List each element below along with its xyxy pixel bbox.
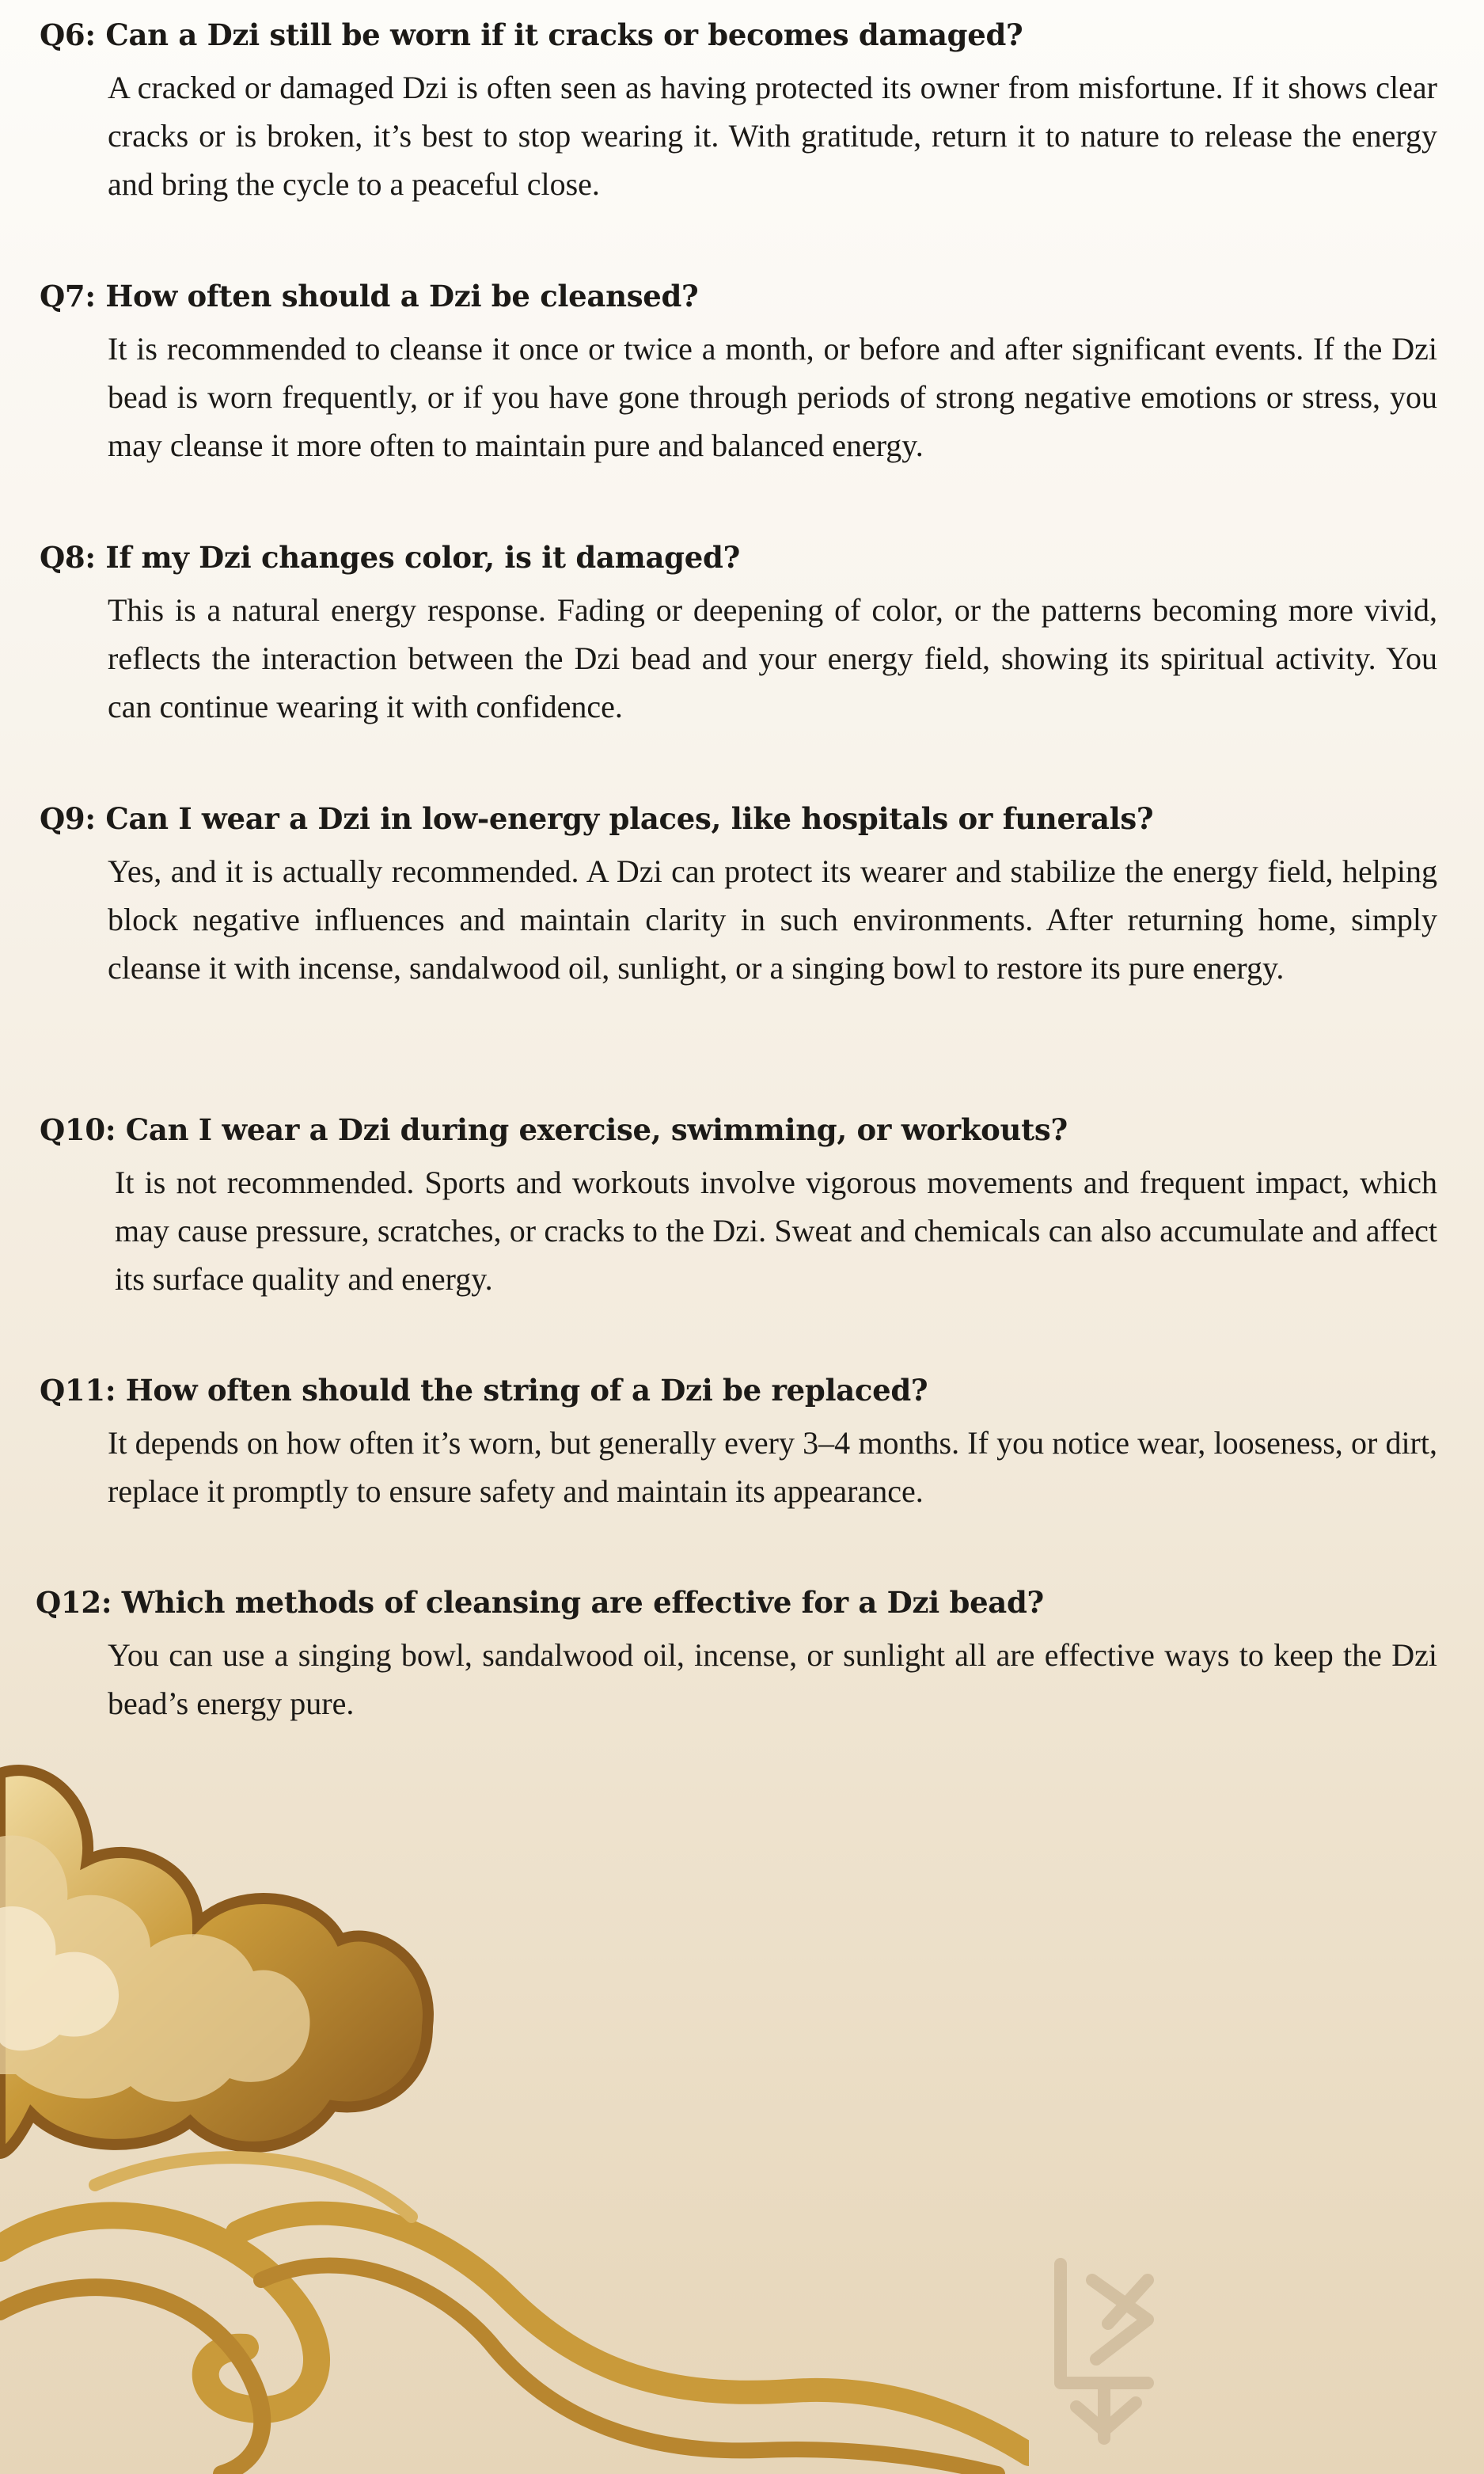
faq-item-q6 <box>0 16 1484 208</box>
faq-answer: This is a natural energy response. Fading or deepening of color, or the patterns becoming more vivid, reflects the interaction between the Dzi bead and your energy field, showing its spiritual activity. You can continue wearing it with confidence. <box>108 592 1437 724</box>
faq-question: Q11: How often should the string of a Dzi be replaced? <box>40 1373 928 1408</box>
faq-answer: It is not recommended. Sports and workouts involve vigorous movements and frequent impact, which may cause pressure, scratches, or cracks to the Dzi. Sweat and chemicals can also accumulate and affect its surface quality and energy. <box>115 1165 1437 1297</box>
gold-cloud-icon <box>0 1742 1029 2474</box>
faq-question: Q9: Can I wear a Dzi in low-energy places, like hospitals or funerals? <box>40 801 1154 836</box>
faq-item-q7 <box>0 277 1484 469</box>
faq-item-q11 <box>0 1371 1484 1515</box>
faq-question: Q12: Which methods of cleansing are effective for a Dzi bead? <box>36 1585 1044 1620</box>
faq-answer: A cracked or damaged Dzi is often seen as having protected its owner from misfortune. If it shows clear cracks or is broken, it’s best to stop wearing it. With gratitude, return it to nature to release the energy and bring the cycle to a peaceful close. <box>108 70 1437 202</box>
faq-question: Q10: Can I wear a Dzi during exercise, swimming, or workouts? <box>40 1112 1068 1147</box>
faq-question: Q6: Can a Dzi still be worn if it cracks or becomes damaged? <box>40 17 1023 52</box>
faq-item-q12 <box>0 1583 1484 1727</box>
brand-seal-icon <box>1037 2248 1171 2446</box>
faq-item-q8 <box>0 538 1484 731</box>
faq-question: Q8: If my Dzi changes color, is it damaged? <box>40 540 740 575</box>
faq-item-q9 <box>0 800 1484 992</box>
faq-answer: You can use a singing bowl, sandalwood oil, incense, or sunlight all are effective ways to keep the Dzi bead’s energy pure. <box>108 1637 1437 1721</box>
faq-answer: It is recommended to cleanse it once or twice a month, or before and after significant events. If the Dzi bead is worn frequently, or if you have gone through periods of strong negative emotions or stress, you may cleanse it more often to maintain pure and balanced energy. <box>108 331 1437 463</box>
faq-question: Q7: How often should a Dzi be cleansed? <box>40 279 699 314</box>
faq-answer: Yes, and it is actually recommended. A Dzi can protect its wearer and stabilize the energy field, helping block negative influences and maintain clarity in such environments. After returning home, simply cleanse it with incense, sandalwood oil, sunlight, or a singing bowl to restore its pure energy. <box>108 853 1437 986</box>
faq-item-q10 <box>0 1111 1484 1303</box>
faq-answer: It depends on how often it’s worn, but generally every 3–4 months. If you notice wear, looseness, or dirt, replace it promptly to ensure safety and maintain its appearance. <box>108 1425 1437 1509</box>
